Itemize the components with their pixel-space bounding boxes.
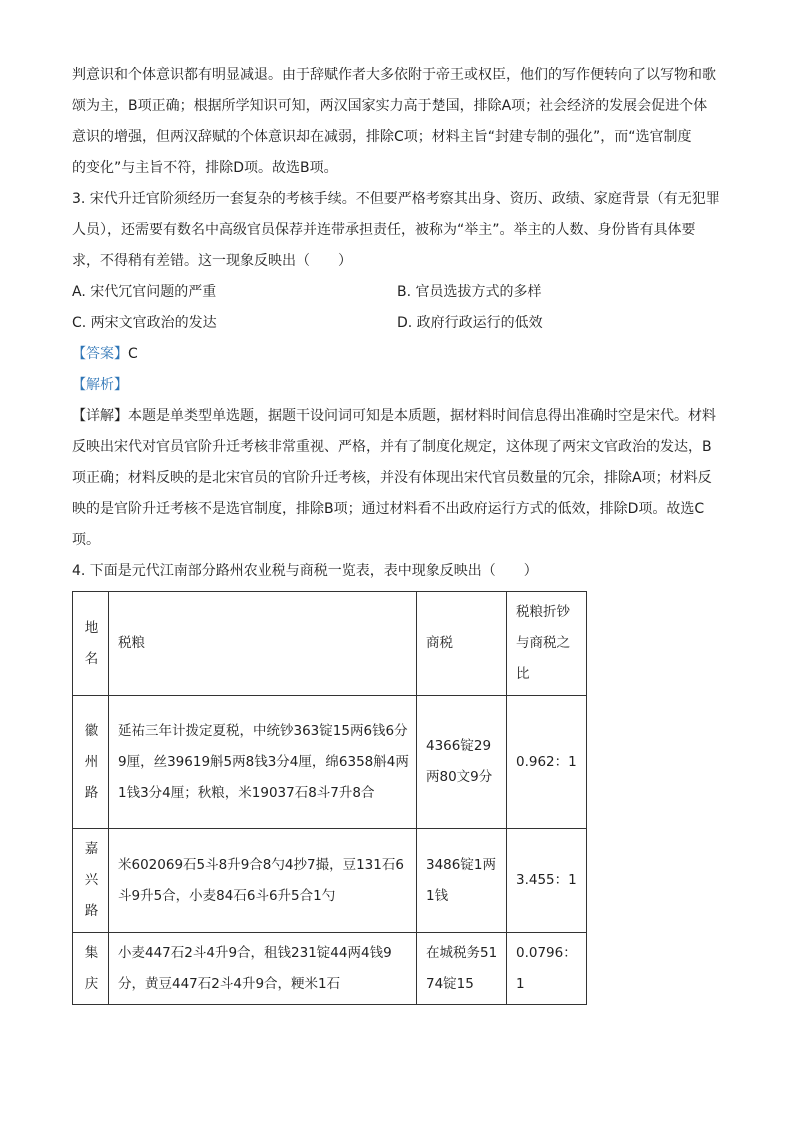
q3-option-a: A. 宋代冗官问题的严重 xyxy=(72,284,217,300)
cell-place: 集庆 xyxy=(73,933,109,1005)
text-line: 判意识和个体意识都有明显减退。由于辞赋作者大多依附于帝王或权臣，他们的写作便转向了以写物和歌 xyxy=(72,67,716,83)
header-place: 地名 xyxy=(73,592,109,696)
table-row xyxy=(73,933,587,1005)
q3-detail xyxy=(72,401,724,556)
cell-place: 徽州路 xyxy=(73,696,109,829)
tax-table xyxy=(72,591,587,1005)
table-header-row xyxy=(73,592,587,696)
q3-option-c: C. 两宋文官政治的发达 xyxy=(72,315,217,331)
q4-stem: 4. 下面是元代江南部分路州农业税与商税一览表，表中现象反映出（ ） xyxy=(72,563,538,579)
text-line: 3. 宋代升迁官阶须经历一套复杂的考核手续。不但要严格考察其出身、资历、政绩、家庭背景（有无犯罪 xyxy=(72,191,720,207)
analysis-tag: 【解析】 xyxy=(72,377,128,393)
text-line: 反映出宋代对官员官阶升迁考核非常重视、严格，并有了制度化规定，这体现了两宋文官政治的发达，B xyxy=(72,439,712,455)
cell-ratio: 0.962：1 xyxy=(507,696,587,829)
text-line: 项。 xyxy=(72,532,100,548)
header-ratio: 税粮折钞与商税之比 xyxy=(507,592,587,696)
cell-ratio: 3.455：1 xyxy=(507,829,587,933)
cell-ratio: 0.0796：1 xyxy=(507,933,587,1005)
q2-analysis-continuation xyxy=(72,60,724,184)
q3-option-b: B. 官员选拔方式的多样 xyxy=(397,284,542,300)
text-line: 颂为主，B项正确；根据所学知识可知，两汉国家实力高于楚国，排除A项；社会经济的发展会促进个体 xyxy=(72,98,708,114)
text-line: 求，不得稍有差错。这一现象反映出（ ） xyxy=(72,253,352,269)
q3-answer xyxy=(72,339,724,370)
text-line: 意识的增强，但两汉辞赋的个体意识却在减弱，排除C项；材料主旨“封建专制的强化”，而“选官制度 xyxy=(72,129,692,145)
answer-value: C xyxy=(128,346,138,362)
cell-place: 嘉兴路 xyxy=(73,829,109,933)
cell-commerce-tax: 4366锭29两80文9分 xyxy=(417,696,507,829)
cell-grain-tax: 延祐三年计拨定夏税，中统钞363锭15两6钱6分9厘，丝39619斛5两8钱3分4厘，绵6358斛4两1钱3分4厘；秋粮，米19037石8斗7升8合 xyxy=(109,696,417,829)
q3-analysis-heading xyxy=(72,370,724,401)
text-line: 人员），还需要有数名中高级官员保荐并连带承担责任，被称为“举主”。举主的人数、身份皆有具体要 xyxy=(72,222,696,238)
cell-commerce-tax: 在城税务5174锭15 xyxy=(417,933,507,1005)
q3-option-d: D. 政府行政运行的低效 xyxy=(397,315,543,331)
text-line: 的变化”与主旨不符，排除D项。故选B项。 xyxy=(72,160,338,176)
page-content xyxy=(72,60,724,587)
table-row xyxy=(73,696,587,829)
answer-tag: 【答案】 xyxy=(72,346,128,362)
cell-grain-tax: 米602069石5斗8升9合8勺4抄7撮，豆131石6斗9升5合，小麦84石6斗6升5合1勺 xyxy=(109,829,417,933)
cell-grain-tax: 小麦447石2斗4升9合，租钱231锭44两4钱9分，黄豆447石2斗4升9合，粳米1石 xyxy=(109,933,417,1005)
header-grain-tax: 税粮 xyxy=(109,592,417,696)
table-row xyxy=(73,829,587,933)
text-line: 映的是官阶升迁考核不是选官制度，排除B项；通过材料看不出政府运行方式的低效，排除D项。故选C xyxy=(72,501,705,517)
text-line: 【详解】本题是单类型单选题，据题干设问词可知是本质题，据材料时间信息得出准确时空是宋代。材料 xyxy=(72,408,716,424)
q3-stem xyxy=(72,184,724,277)
cell-commerce-tax: 3486锭1两1钱 xyxy=(417,829,507,933)
q3-options xyxy=(72,277,724,339)
header-commerce-tax: 商税 xyxy=(417,592,507,696)
text-line: 项正确；材料反映的是北宋官员的官阶升迁考核，并没有体现出宋代官员数量的冗余，排除A项；材料反 xyxy=(72,470,712,486)
